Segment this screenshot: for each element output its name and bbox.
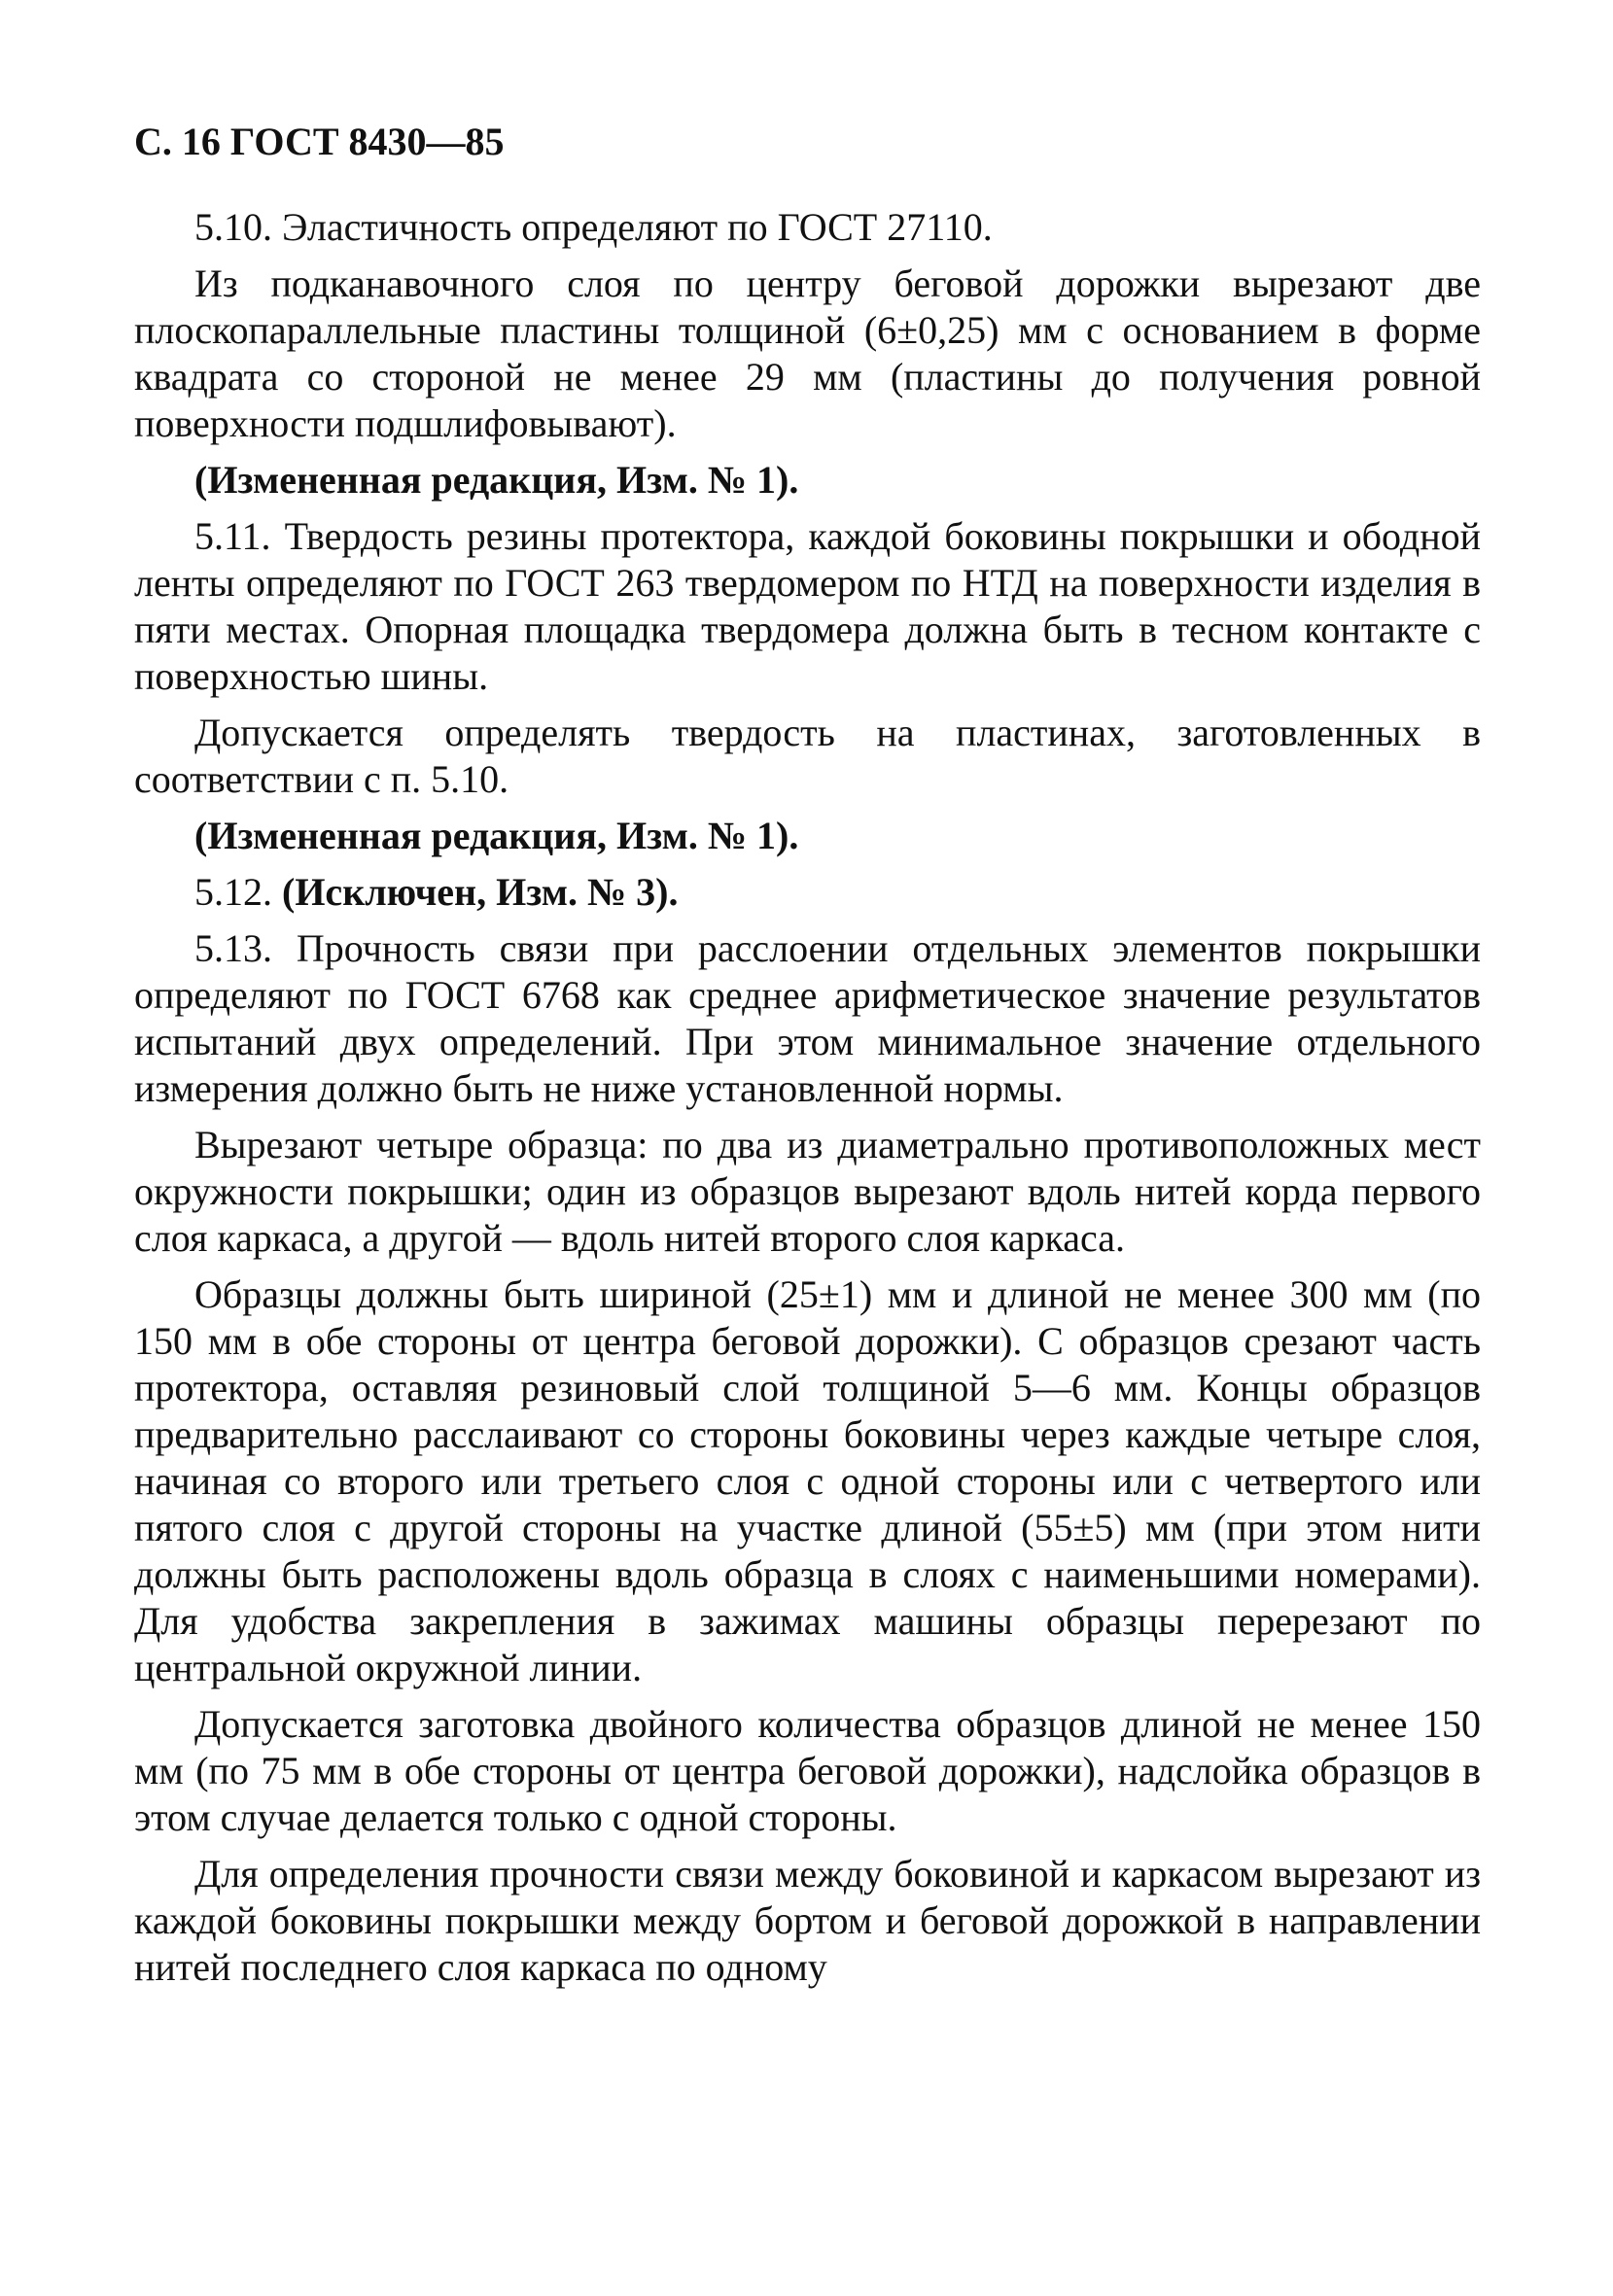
paragraph-5-10-body: Из подканавочного слоя по центру беговой дорожки вырезают две плоскопараллельные пластины толщиной (6±0,25) мм с основанием в форме квадрата со стороной не менее 29 мм (пластины до получения ровной поверхности подшлифовывают).	[134, 261, 1481, 445]
clause-number: 5.12.	[194, 870, 272, 914]
amendment-note: (Измененная редакция, Изм. № 1).	[194, 458, 799, 502]
page-header: С. 16 ГОСТ 8430—85	[134, 120, 505, 163]
paragraph-5-13: 5.13. Прочность связи при расслоении отдельных элементов покрышки определяют по ГОСТ 6768 как среднее арифметическое значение результатов испытаний двух определений. При этом минимальное значение отдельного измерения должно быть не ниже установленной нормы.	[134, 926, 1481, 1110]
paragraph-5-10: 5.10. Эластичность определяют по ГОСТ 27110.	[194, 205, 993, 249]
paragraph-5-13-sidewall: Для определения прочности связи между боковиной и каркасом вырезают из каждой боковины покрышки между бортом и беговой дорожкой в направлении нитей последнего слоя каркаса по одному	[134, 1852, 1481, 1989]
document-page	[134, 119, 1481, 2267]
amendment-note: (Измененная редакция, Изм. № 1).	[194, 814, 799, 857]
paragraph-5-13-dimensions: Образцы должны быть шириной (25±1) мм и длиной не менее 300 мм (по 150 мм в обе стороны от центра беговой дорожки). С образцов срезают часть протектора, оставляя резиновый слой толщиной 5—6 мм. Концы образцов предварительно расслаивают со стороны боковины через каждые четыре слоя, начиная со второго или третьего слоя с одной стороны или с четвертого или пятого слоя с другой стороны на участке длиной (55±5) мм (при этом нити должны быть расположены вдоль образца в слоях с наименьшими номерами). Для удобства закрепления в зажимах машины образцы перерезают по центральной окружной линии.	[134, 1272, 1481, 1689]
excluded-note: (Исключен, Изм. № 3).	[282, 870, 679, 914]
paragraph-5-13-double: Допускается заготовка двойного количества образцов длиной не менее 150 мм (по 75 мм в обе стороны от центра беговой дорожки), надслойка образцов в этом случае делается только с одной стороны.	[134, 1702, 1481, 1839]
paragraph-5-12	[134, 869, 1481, 916]
paragraph-5-11: 5.11. Твердость резины протектора, каждой боковины покрышки и ободной ленты определяют по ГОСТ 263 твердомером по НТД на поверхности изделия в пяти местах. Опорная площадка твердомера должна быть в тесном контакте с поверхностью шины.	[134, 514, 1481, 698]
paragraph-5-11-body: Допускается определять твердость на пластинах, заготовленных в соответствии с п. 5.10.	[134, 711, 1481, 801]
paragraph-5-13-samples: Вырезают четыре образца: по два из диаметрально противоположных мест окружности покрышки; один из образцов вырезают вдоль нитей корда первого слоя каркаса, а другой — вдоль нитей второго слоя каркаса.	[134, 1123, 1481, 1260]
